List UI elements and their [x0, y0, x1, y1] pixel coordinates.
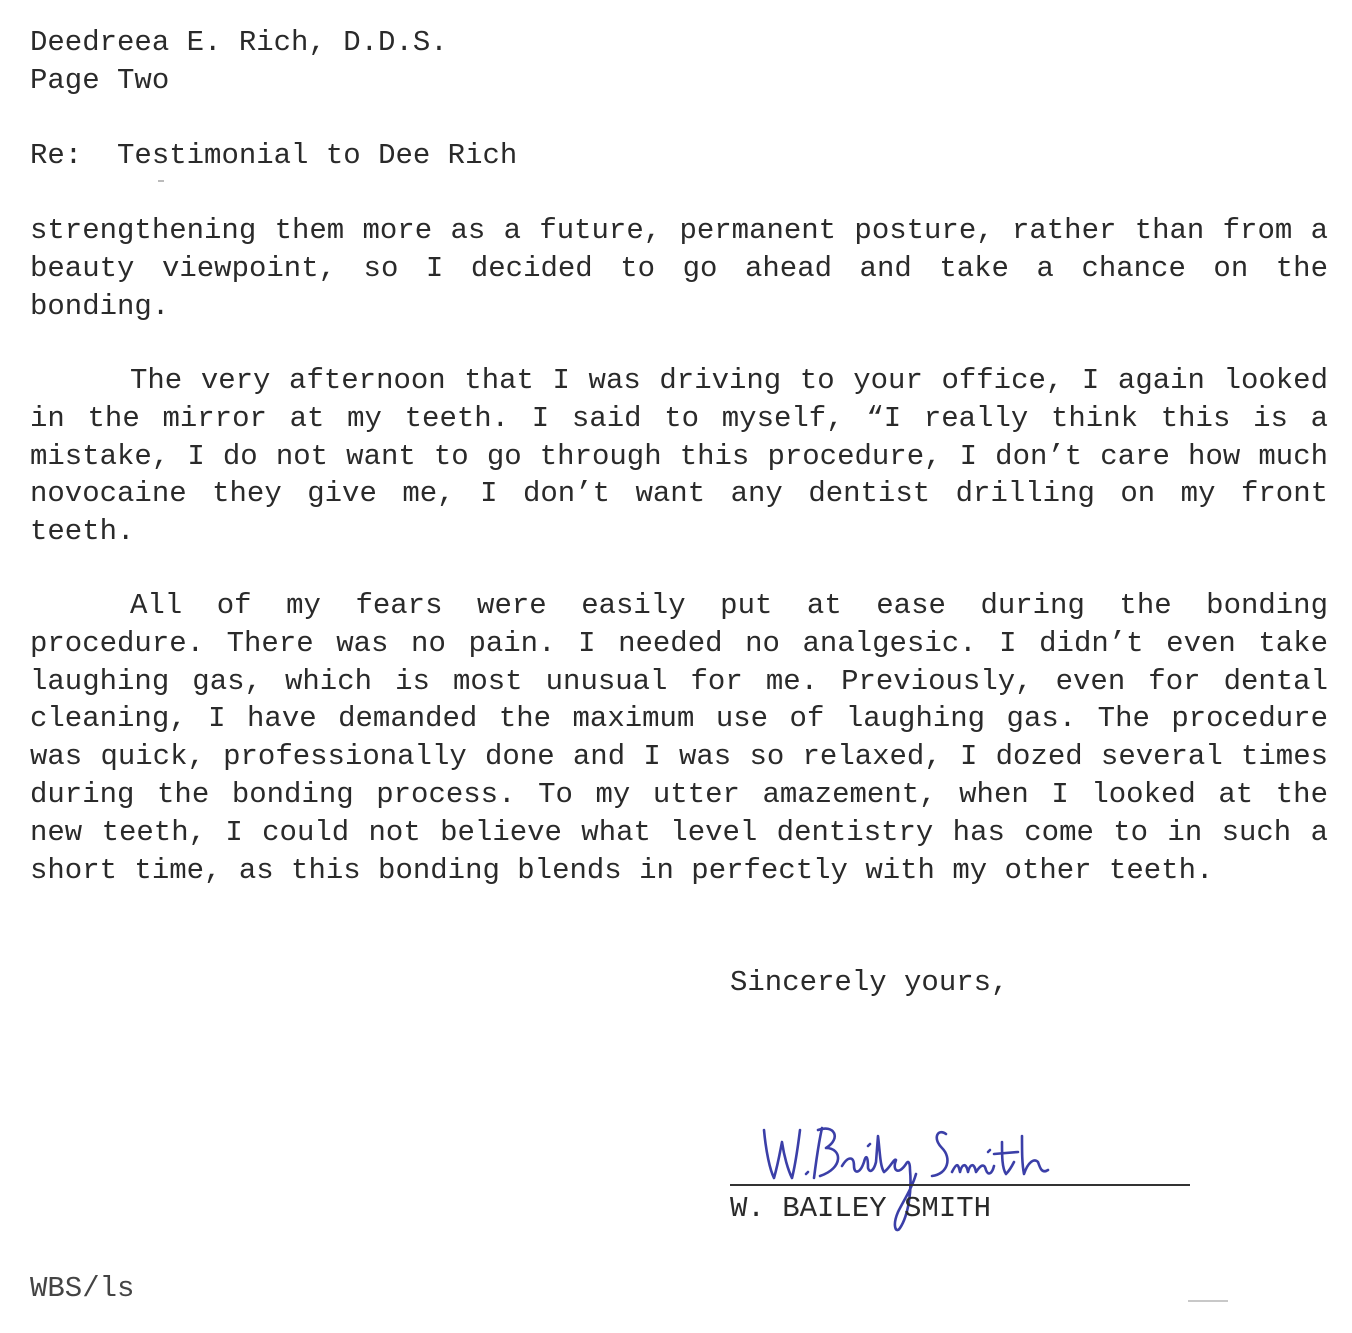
scan-mark — [1188, 1300, 1228, 1302]
body-paragraph-1: strengthening them more as a future, permanent posture, rather than from a beauty viewpoint, so I decided to go ahead and take a chance on the bonding. — [30, 214, 1328, 323]
body-paragraph-3: All of my fears were easily put at ease during the bonding procedure. There was no pain. I needed no analgesic. I didn’t even take laughing gas, which is most unusual for me. Previously, even for dental cleaning, I have demanded the maximum use of laughing gas. The procedure was quick, professionally done and I was so relaxed, I dozed several times during the bonding process. To my utter amazement, when I looked at the new teeth, I could not believe what level dentistry has come to in such a short time, as this bonding blends in perfectly with my other teeth. — [30, 589, 1328, 887]
signatory-name: W. BAILEY SMITH — [730, 1192, 992, 1225]
recipient-line: Deedreea E. Rich, D.D.S. — [30, 26, 448, 59]
typist-initials: WBS/ls — [30, 1272, 135, 1305]
signature-line — [730, 1184, 1190, 1186]
subject-line — [30, 139, 517, 173]
re-label: Re: — [30, 139, 83, 172]
scan-smudge — [158, 180, 164, 182]
re-subject: Testimonial to Dee Rich — [117, 139, 518, 172]
closing-salutation: Sincerely yours, — [730, 966, 1009, 999]
page-number-line: Page Two — [30, 64, 170, 97]
body-paragraph-2: The very afternoon that I was driving to your office, I again looked in the mirror at my teeth. I said to myself, “I really think this is a mistake, I do not want to go through this procedure, I don’t care how much novocaine they give me, I don’t want any dentist drilling on my front teeth. — [30, 364, 1328, 549]
